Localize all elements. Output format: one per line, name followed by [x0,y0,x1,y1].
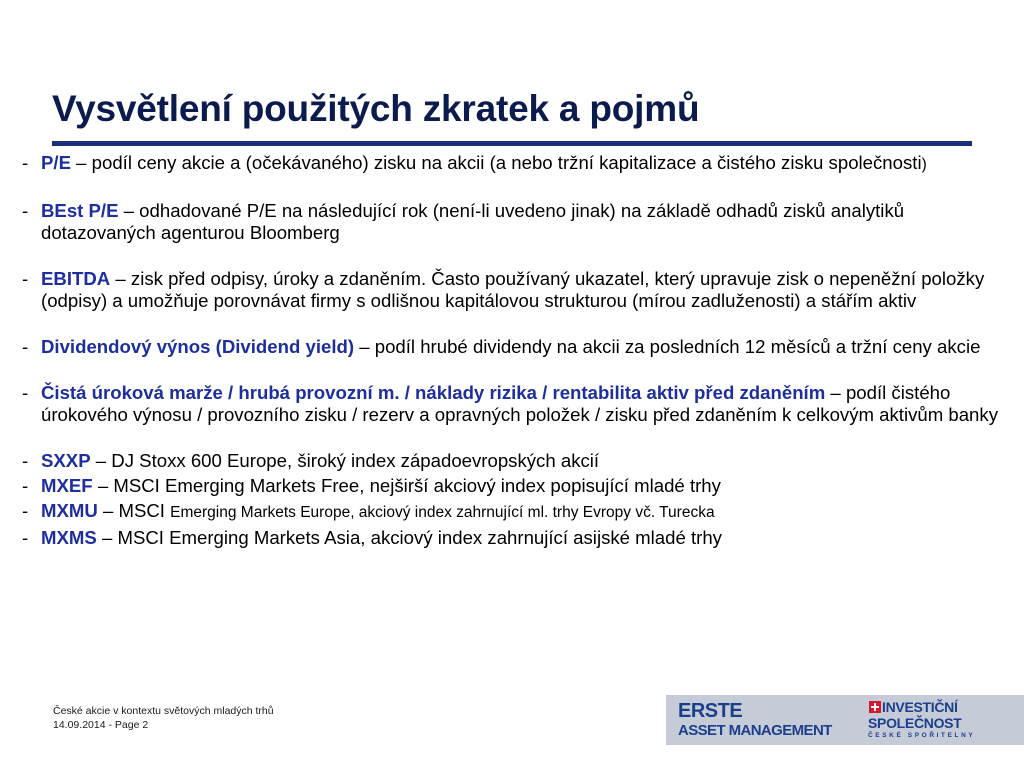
footer-date-page: 14.09.2014 - Page 2 [53,719,149,731]
bullet-dash: - [22,336,29,357]
company-logo [666,695,1024,745]
term-label: MXMU [41,500,98,521]
bullet-dash: - [22,475,29,496]
erste-emblem-icon [869,701,881,713]
list-item-ebitda [22,268,1007,312]
bullet-dash: - [22,152,29,173]
term-definition: – podíl hrubé dividendy na akcii za posledních 12 měsíců a tržní ceny akcie [354,336,981,357]
bullet-dash: - [22,200,29,221]
title-underline [52,141,972,146]
bullet-dash: - [22,268,29,289]
logo-asset-management-text: ASSET MANAGEMENT [678,722,832,739]
term-definition: – podíl čistého úrokového výnosu / provozního zisku / rezerv a opravných položek / zisku před zdaněním k celkovým aktivům banky [41,382,998,425]
logo-ceske-sporitelny-text: ČESKÉ SPOŘITELNY [868,732,976,739]
term-definition: – zisk před odpisy, úroky a zdaněním. Často používaný ukazatel, který upravuje zisk o nepeněžní položky (odpisy) a umožňuje porovnávat firmy s odlišnou kapitálovou strukturou (mírou zadluženosti) a stářím aktiv [41,268,985,311]
bullet-dash: - [22,450,29,471]
list-item-pe [22,152,1007,176]
footer [53,704,274,732]
list-item-dividend-yield [22,336,1007,358]
logo-investicni-text: INVESTIČNÍ [882,699,958,715]
term-label: EBITDA [41,268,111,289]
footer-presentation-title: České akcie v kontextu světových mladých trhů [53,705,274,717]
list-item-mxmu [22,500,1007,524]
term-label: MXEF [41,475,93,496]
term-label: Čistá úroková marže / hrubá provozní m. / náklady rizika / rentabilita aktiv před zdaněním [41,382,826,403]
list-item-mxef [22,475,1007,497]
term-definition: – MSCI [97,500,171,521]
list-item-best-pe [22,200,1007,244]
bullet-dash: - [22,527,29,548]
definitions-list [22,152,1007,552]
slide-title: Vysvětlení použitých zkratek a pojmů [52,88,700,129]
bullet-dash: - [22,500,29,521]
term-definition: – odhadované P/E na následující rok (není-li uvedeno jinak) na základě odhadů zisků analytiků dotazovaných agenturou Bloomberg [41,200,905,243]
list-item-mxms [22,527,1007,549]
list-item-bank-ratios [22,382,1007,426]
term-definition: – MSCI Emerging Markets Free, nejširší akciový index popisující mladé trhy [92,475,721,496]
term-definition: – DJ Stoxx 600 Europe, široký index západoevropských akcií [90,450,600,471]
term-definition: – podíl ceny akcie a (očekávaného) zisku na akcii (a nebo tržní kapitalizace a čistého zisku společnosti [70,152,922,173]
term-label: MXMS [41,527,97,548]
term-definition: – MSCI Emerging Markets Asia, akciový index zahrnující asijské mladé trhy [96,527,722,548]
logo-spolecnost-text: SPOLEČNOST [868,715,962,731]
term-label: BEst P/E [41,200,119,221]
term-definition-small: Emerging Markets Europe, akciový index zahrnující ml. trhy Evropy vč. Turecka [170,504,715,521]
term-label: Dividendový výnos (Dividend yield) [41,336,355,357]
logo-erste-text: ERSTE [678,700,743,722]
list-item-sxxp [22,450,1007,472]
term-label: P/E [41,152,71,173]
bullet-dash: - [22,382,29,403]
term-label: SXXP [41,450,91,471]
term-definition-close: ) [921,156,927,173]
